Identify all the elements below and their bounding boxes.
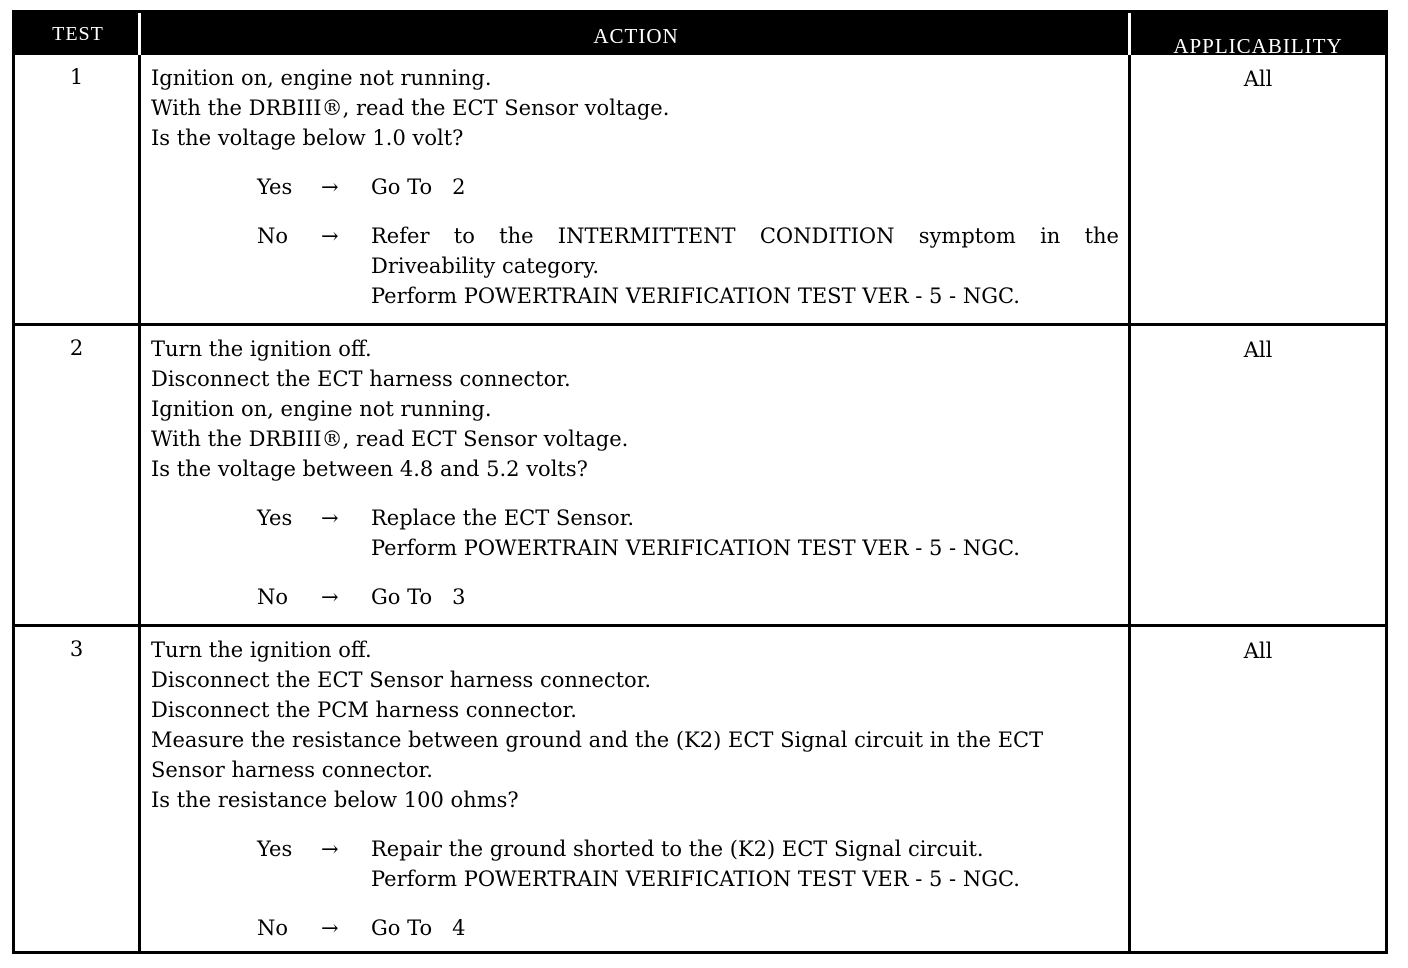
applicability-value: All	[1243, 67, 1273, 91]
step-line: Disconnect the ECT harness connector.	[151, 367, 571, 391]
column-divider	[138, 326, 141, 624]
step-line: Ignition on, engine not running.	[151, 66, 492, 90]
step-line: With the DRBIII®, read ECT Sensor voltage.	[151, 427, 629, 451]
column-divider	[1128, 55, 1131, 323]
column-divider	[138, 627, 141, 951]
header-applicability: APPLICABILITY	[1173, 34, 1343, 58]
step-line: Measure the resistance between ground and the (K2) ECT Signal circuit in the ECT	[151, 728, 1044, 752]
yes-outcome	[151, 172, 1119, 202]
yes-outcome	[151, 503, 1119, 563]
test-number: 3	[69, 637, 84, 661]
diagnostic-test-table	[12, 10, 1388, 954]
outcome-line: Replace the ECT Sensor.	[371, 506, 635, 530]
step-line: Disconnect the ECT Sensor harness connector.	[151, 668, 652, 692]
arrow-icon: →	[321, 506, 339, 530]
no-label: No	[257, 585, 289, 609]
no-label: No	[257, 224, 289, 248]
step-line: Turn the ignition off.	[151, 638, 372, 662]
table-row-test-1	[15, 55, 1385, 323]
applicability-value: All	[1243, 639, 1273, 663]
step-line: Ignition on, engine not running.	[151, 397, 492, 421]
step-line: With the DRBIII®, read the ECT Sensor voltage.	[151, 96, 670, 120]
header-action: ACTION	[593, 24, 679, 48]
outcome-line: Go To 4	[371, 916, 466, 940]
outcome-line: Perform POWERTRAIN VERIFICATION TEST VER - 5 - NGC.	[371, 284, 1020, 308]
yes-outcome	[151, 834, 1119, 894]
yes-label: Yes	[257, 506, 293, 530]
column-divider	[1128, 627, 1131, 951]
step-line: Is the voltage between 4.8 and 5.2 volts?	[151, 457, 588, 481]
yes-label: Yes	[257, 175, 293, 199]
no-outcome	[151, 582, 1119, 612]
table-row-test-2	[15, 323, 1385, 624]
no-outcome	[151, 221, 1119, 311]
no-label: No	[257, 916, 289, 940]
outcome-line: Repair the ground shorted to the (K2) ECT Signal circuit.	[371, 837, 984, 861]
no-outcome	[151, 913, 1119, 943]
outcome-line: Perform POWERTRAIN VERIFICATION TEST VER - 5 - NGC.	[371, 867, 1020, 891]
header-test: TEST	[52, 23, 104, 45]
step-line: Is the resistance below 100 ohms?	[151, 788, 519, 812]
step-line: Sensor harness connector.	[151, 758, 433, 782]
yes-label: Yes	[257, 837, 293, 861]
action-text	[151, 63, 1119, 311]
outcome-line: Go To 2	[371, 175, 466, 199]
outcome-line: Go To 3	[371, 585, 466, 609]
action-text	[151, 635, 1119, 943]
test-number: 1	[69, 65, 84, 89]
outcome-line: Refer to the INTERMITTENT CONDITION symptom in the	[371, 224, 1119, 248]
arrow-icon: →	[321, 837, 339, 861]
column-divider	[1128, 326, 1131, 624]
arrow-icon: →	[321, 224, 339, 248]
column-divider	[138, 55, 141, 323]
step-line: Turn the ignition off.	[151, 337, 372, 361]
action-text	[151, 334, 1119, 612]
test-number: 2	[69, 336, 84, 360]
applicability-value: All	[1243, 338, 1273, 362]
table-header	[15, 13, 1385, 58]
table-row-test-3	[15, 624, 1385, 951]
step-line: Disconnect the PCM harness connector.	[151, 698, 577, 722]
arrow-icon: →	[321, 585, 339, 609]
arrow-icon: →	[321, 175, 339, 199]
step-line: Is the voltage below 1.0 volt?	[151, 126, 464, 150]
outcome-line: Perform POWERTRAIN VERIFICATION TEST VER - 5 - NGC.	[371, 536, 1020, 560]
outcome-line: Driveability category.	[371, 254, 599, 278]
arrow-icon: →	[321, 916, 339, 940]
